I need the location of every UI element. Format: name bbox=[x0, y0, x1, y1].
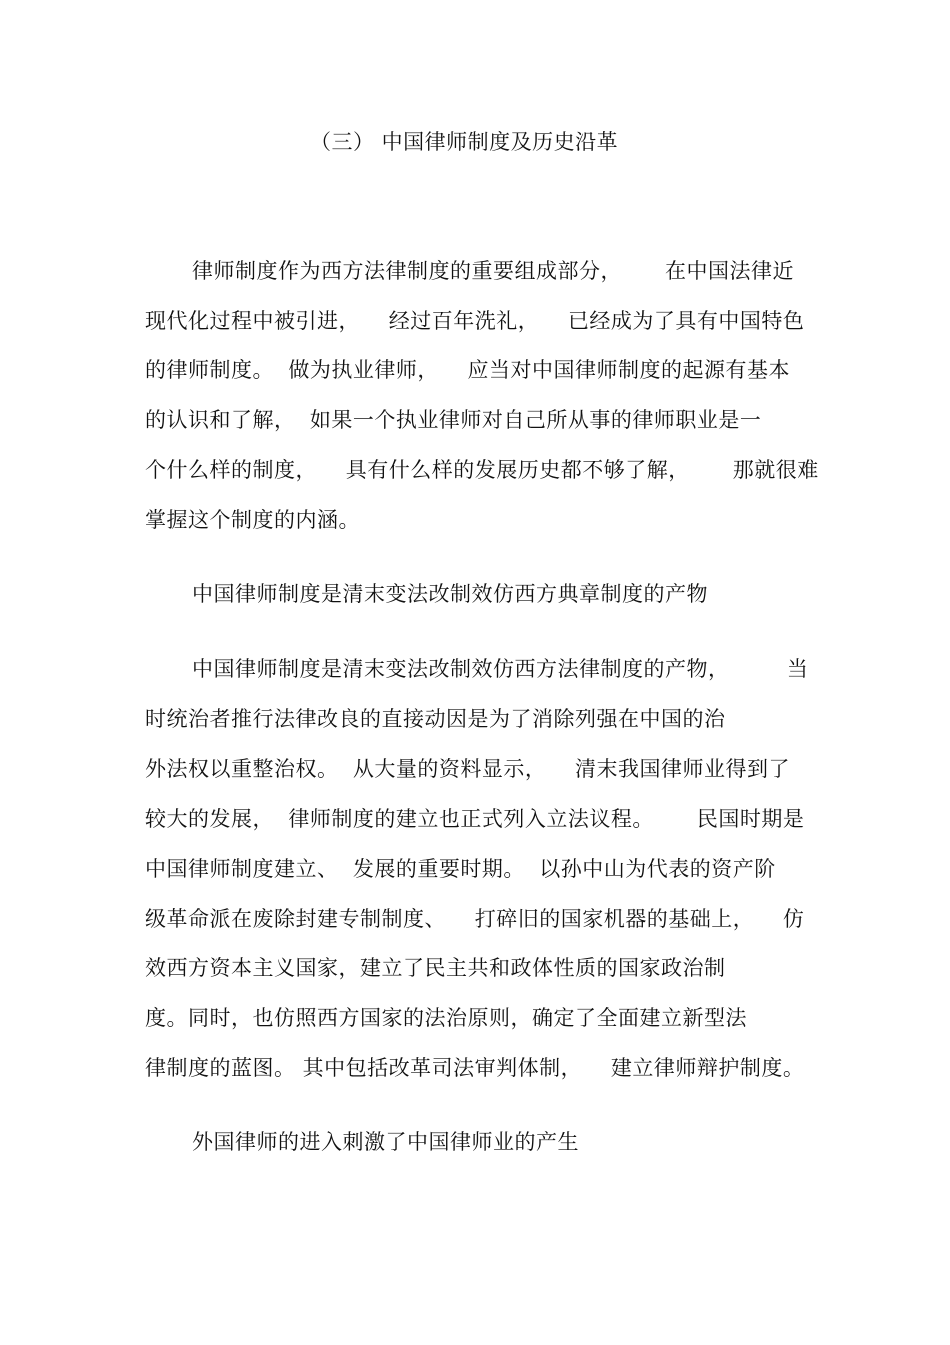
paragraph-2-line-1: 中国律师制度是清末变法改制效仿西方法律制度的产物， 当 bbox=[192, 657, 809, 681]
paragraph-1-line-4: 的认识和了解， 如果一个执业律师对自己所从事的律师职业是一 bbox=[145, 408, 762, 432]
paragraph-2-line-5: 中国律师制度建立、 发展的重要时期。 以孙中山为代表的资产阶 bbox=[145, 857, 776, 881]
paragraph-2-line-9: 律制度的蓝图。 其中包括改革司法审判体制， 建立律师辩护制度。 bbox=[145, 1056, 805, 1080]
subheading-1: 中国律师制度是清末变法改制效仿西方典章制度的产物 bbox=[192, 582, 708, 606]
paragraph-1-line-6: 掌握这个制度的内涵。 bbox=[145, 508, 360, 532]
paragraph-2-line-8: 度。同时，也仿照西方国家的法治原则，确定了全面建立新型法 bbox=[145, 1006, 747, 1030]
paragraph-1-line-1: 律师制度作为西方法律制度的重要组成部分， 在中国法律近 bbox=[192, 259, 795, 283]
paragraph-1-line-2: 现代化过程中被引进， 经过百年洗礼， 已经成为了具有中国特色 bbox=[145, 309, 805, 333]
paragraph-1-line-3: 的律师制度。 做为执业律师， 应当对中国律师制度的起源有基本 bbox=[145, 358, 791, 382]
paragraph-2-line-2: 时统治者推行法律改良的直接动因是为了消除列强在中国的治 bbox=[145, 707, 726, 731]
paragraph-2-line-6: 级革命派在废除封建专制制度、 打碎旧的国家机器的基础上， 仿 bbox=[145, 907, 805, 931]
section-heading: （三） 中国律师制度及历史沿革 bbox=[310, 130, 619, 154]
subheading-2: 外国律师的进入刺激了中国律师业的产生 bbox=[192, 1130, 579, 1154]
paragraph-2-line-7: 效西方资本主义国家，建立了民主共和政体性质的国家政治制 bbox=[145, 956, 726, 980]
paragraph-2-line-3: 外法权以重整治权。 从大量的资料显示， 清末我国律师业得到了 bbox=[145, 757, 791, 781]
paragraph-2-line-4: 较大的发展， 律师制度的建立也正式列入立法议程。 民国时期是 bbox=[145, 807, 805, 831]
paragraph-1-line-5: 个什么样的制度， 具有什么样的发展历史都不够了解， 那就很难 bbox=[145, 458, 819, 482]
